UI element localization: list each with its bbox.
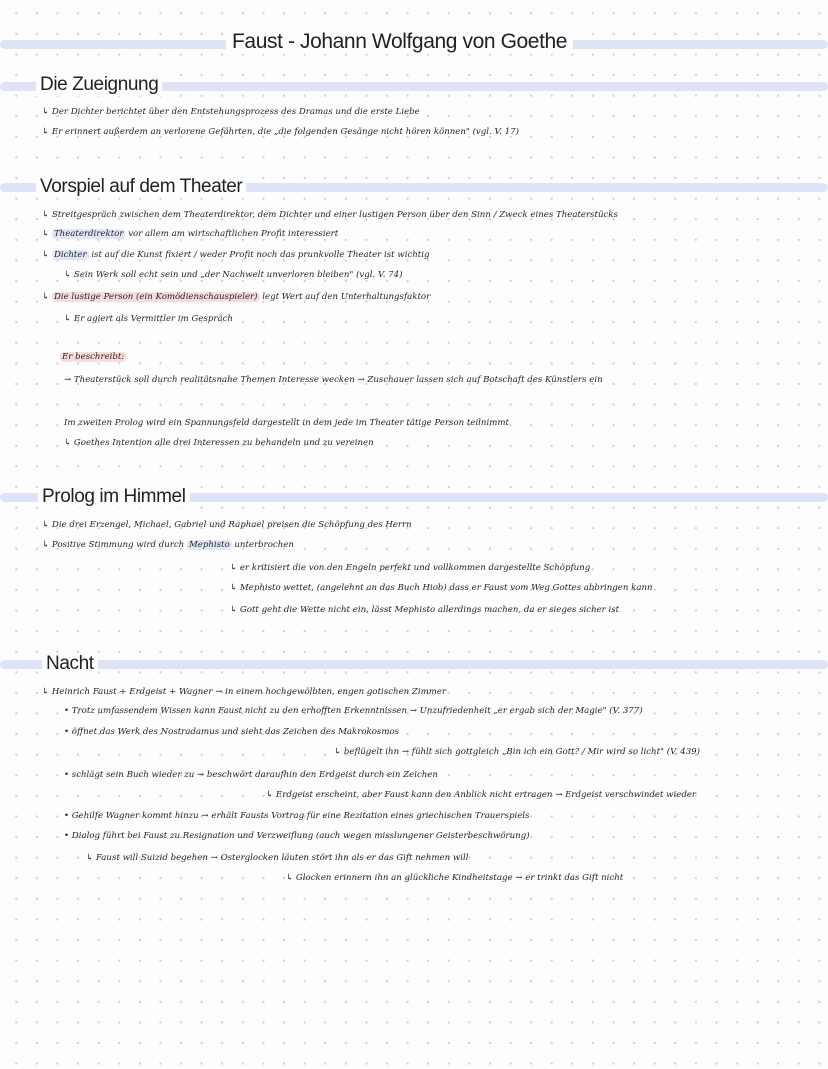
highlight-er-beschreibt: Er beschreibt: xyxy=(62,352,125,362)
note-line: • Dialog führt bei Faust zu Resignation und Verzweiflung (auch wegen misslungener Geisterbeschwörung) xyxy=(64,831,530,841)
title-band-right xyxy=(560,40,828,49)
highlight-mephisto: Mephisto xyxy=(188,540,230,550)
note-line xyxy=(42,229,338,239)
note-line xyxy=(42,250,430,260)
note-text: unterbrochen xyxy=(234,540,294,550)
note-line: ↳ Heinrich Faust + Erdgeist + Wagner → in einem hochgewölbten, engen gotischen Zimmer xyxy=(42,687,447,697)
note-line: • Gehilfe Wagner kommt hinzu → erhält Fausts Vortrag für eine Rezitation eines griechischen Trauerspiels xyxy=(64,811,530,821)
note-line: ↳ er kritisiert die von den Engeln perfekt und vollkommen dargestellte Schöpfung xyxy=(230,563,591,573)
note-line: ↳ Streitgespräch zwischen dem Theaterdirektor, dem Dichter und einer lustigen Person über den Sinn / Zweck eines Theaterstücks xyxy=(42,210,618,220)
note-line: ↳ Goethes Intention alle drei Interessen zu behandeln und zu vereinen xyxy=(64,438,374,448)
note-line: ↳ Glocken erinnern ihn an glückliche Kindheitstage → er trinkt das Gift nicht xyxy=(286,873,624,883)
note-text: legt Wert auf den Unterhaltungsfaktor xyxy=(262,292,431,302)
note-line: ↳ Die drei Erzengel, Michael, Gabriel und Raphael preisen die Schöpfung des Herrn xyxy=(42,520,412,530)
page-title: Faust - Johann Wolfgang von Goethe xyxy=(226,30,573,54)
note-line: → Theaterstück soll durch realitätsnahe Themen Interesse wecken → Zuschauer lassen sich auf Botschaft des Künstlers ein xyxy=(64,375,603,385)
note-line xyxy=(42,540,294,550)
section-heading-vorspiel: Vorspiel auf dem Theater xyxy=(36,176,246,198)
section-heading-zueignung: Die Zueignung xyxy=(36,74,162,96)
note-line: ↳ Er erinnert außerdem an verlorene Gefährten, die „die folgenden Gesänge nicht hören können" (vgl. V. 17) xyxy=(42,127,519,137)
note-line: • schlägt sein Buch wieder zu → beschwört daraufhin den Erdgeist durch ein Zeichen xyxy=(64,770,438,780)
title-band-left xyxy=(0,40,240,49)
note-text: ↳ Positive Stimmung wird durch xyxy=(42,540,185,550)
highlight-dichter: Dichter xyxy=(53,250,87,260)
note-line: ↳ beflügelt ihn → fühlt sich gottgleich „Bin ich ein Gott? / Mir wird so licht" (V. 439) xyxy=(334,747,700,757)
section-band-nacht xyxy=(0,660,828,669)
section-heading-nacht: Nacht xyxy=(42,653,98,675)
arrow-glyph: ↳ xyxy=(42,292,50,302)
note-line: Im zweiten Prolog wird ein Spannungsfeld dargestellt in dem jede im Theater tätige Person teilnimmt xyxy=(64,418,509,428)
note-line: • Trotz umfassendem Wissen kann Faust nicht zu den erhofften Erkenntnissen → Unzufriedenheit „er ergab sich der Magie" (V. 377) xyxy=(64,706,643,716)
highlight-lustige-person: Die lustige Person (ein Komödienschauspieler) xyxy=(53,292,258,302)
arrow-glyph: ↳ xyxy=(42,250,50,260)
section-heading-prolog: Prolog im Himmel xyxy=(38,486,190,508)
note-line: ↳ Erdgeist erscheint, aber Faust kann den Anblick nicht ertragen → Erdgeist verschwindet wieder xyxy=(266,790,697,800)
note-line: ↳ Gott geht die Wette nicht ein, lässt Mephisto allerdings machen, da er sieges sicher ist xyxy=(230,605,620,615)
note-text: vor allem am wirtschaftlichen Profit interessiert xyxy=(128,229,339,239)
note-line: ↳ Mephisto wettet, (angelehnt an das Buch Hiob) dass er Faust vom Weg Gottes abbringen kann xyxy=(230,583,653,593)
arrow-glyph: ↳ xyxy=(42,229,50,239)
highlight-theaterdirektor: Theaterdirektor xyxy=(53,229,124,239)
note-line: ↳ Faust will Suizid begehen → Osterglocken läuten stört ihn als er das Gift nehmen will xyxy=(86,853,469,863)
note-line: ↳ Er agiert als Vermittler im Gespräch xyxy=(64,314,233,324)
note-text: ist auf die Kunst fixiert / weder Profit noch das prunkvolle Theater ist wichtig xyxy=(91,250,430,260)
note-line: • öffnet das Werk des Nostradamus und sieht das Zeichen des Makrokosmos xyxy=(64,727,400,737)
note-line: ↳ Der Dichter berichtet über den Entstehungsprozess des Dramas und die erste Liebe xyxy=(42,107,420,117)
note-line: ↳ Sein Werk soll echt sein und „der Nachwelt unverloren bleiben" (vgl. V. 74) xyxy=(64,270,403,280)
note-line xyxy=(42,292,430,302)
